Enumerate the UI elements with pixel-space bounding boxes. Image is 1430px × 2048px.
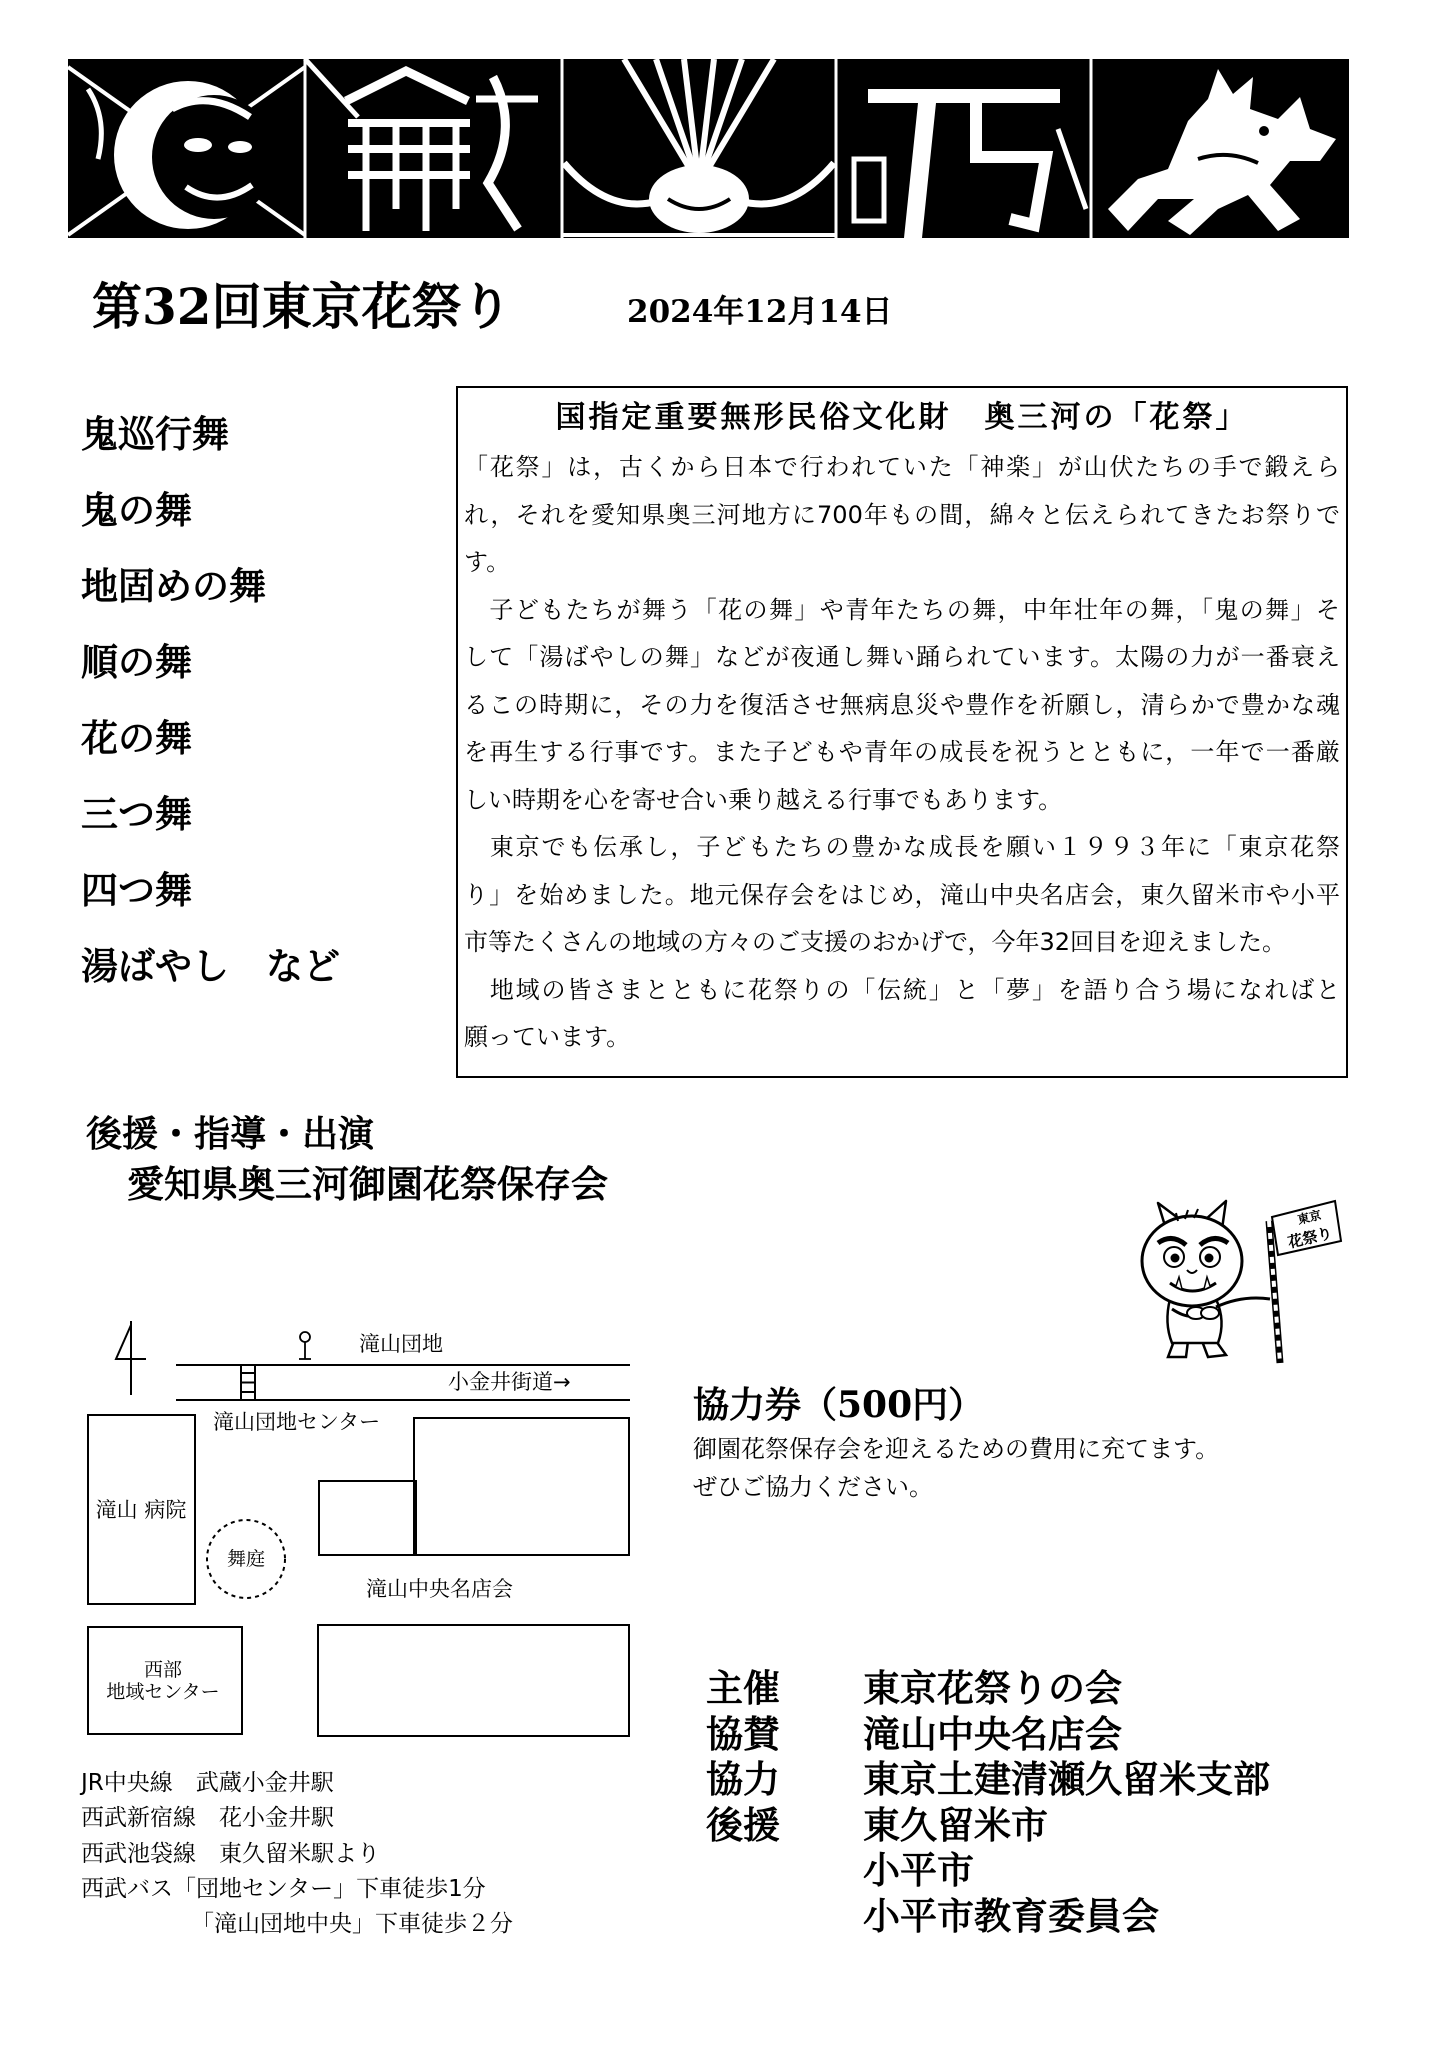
map-label-west-center-1: 西部 bbox=[143, 1659, 183, 1681]
program-list bbox=[81, 396, 340, 1004]
map-label-west-center-2: 地域センター bbox=[106, 1681, 220, 1703]
organizer-role: 協力 bbox=[706, 1757, 780, 1801]
intro-text bbox=[464, 444, 1340, 1062]
intro-line: 願っています。 bbox=[464, 1023, 631, 1051]
map-label-hospital: 滝山 病院 bbox=[95, 1498, 187, 1522]
shopping-center-buildings bbox=[319, 1418, 629, 1555]
page-title: 第32回東京花祭り bbox=[92, 277, 512, 336]
organizer-role: 主催 bbox=[706, 1666, 780, 1710]
organizer-role: 協賛 bbox=[706, 1711, 780, 1756]
organizer-role: 後援 bbox=[706, 1802, 780, 1847]
map-label-shopping: 滝山中央名店会 bbox=[366, 1577, 513, 1601]
access-info bbox=[81, 1766, 513, 1942]
organizer-name: 小平市教育委員会 bbox=[863, 1893, 1159, 1938]
intro-line: 子どもたちが舞う「花の舞」や青年たちの舞，中年壮年の舞，「鬼の舞」そ bbox=[464, 595, 1340, 624]
north-arrow-icon bbox=[116, 1321, 146, 1395]
organizer-name: 小平市 bbox=[863, 1848, 974, 1892]
program-item: 三つ舞 bbox=[81, 792, 192, 836]
organizer-name: 東京花祭りの会 bbox=[863, 1666, 1122, 1710]
ticket-note: 御園花祭保存会を迎えるための費用に充てます。 bbox=[693, 1435, 1220, 1463]
organizer-name: 東久留米市 bbox=[863, 1802, 1048, 1847]
organizer-row bbox=[706, 1803, 1270, 1849]
intro-line: り」を始めました。地元保存会をはじめ，滝山中央名店会，東久留米市や小平 bbox=[464, 880, 1340, 909]
organizers-list bbox=[706, 1666, 1270, 1939]
organizer-row bbox=[706, 1848, 1270, 1894]
access-line: 西武バス「団地センター」下車徒歩1分 bbox=[81, 1875, 486, 1902]
organizer-row bbox=[706, 1712, 1270, 1758]
intro-title: 国指定重要無形民俗文化財 奥三河の「花祭」 bbox=[555, 400, 1249, 435]
intro-line: れ，それを愛知県奥三河地方に700年もの間，綿々と伝えられてきたお祭りで bbox=[464, 500, 1340, 529]
support-organization: 愛知県奥三河御園花祭保存会 bbox=[127, 1162, 608, 1206]
flag-text-bottom: 花祭り bbox=[1286, 1223, 1334, 1252]
support-label: 後援・指導・出演 bbox=[86, 1113, 375, 1155]
oni-head bbox=[1142, 1201, 1242, 1306]
access-line: JR中央線 武蔵小金井駅 bbox=[81, 1770, 334, 1796]
organizer-row bbox=[706, 1894, 1270, 1940]
program-item: 鬼巡行舞 bbox=[81, 412, 229, 456]
intro-line: 「花祭」は，古くから日本で行われていた「神楽」が山伏たちの手で鍛えら bbox=[464, 453, 1340, 481]
organizer-row bbox=[706, 1666, 1270, 1712]
program-item: 花の舞 bbox=[81, 716, 192, 760]
program-item: 四つ舞 bbox=[81, 868, 192, 912]
flag-text-top: 東京 bbox=[1296, 1207, 1323, 1227]
access-line: 西武池袋線 東久留米駅より bbox=[81, 1840, 380, 1867]
ticket-note: ぜひご協力ください。 bbox=[693, 1473, 933, 1501]
footbridge-icon bbox=[241, 1365, 255, 1400]
papercut-banner bbox=[68, 59, 1349, 238]
intro-line: 東京でも伝承し，子どもたちの豊かな成長を願い１９９３年に「東京花祭 bbox=[464, 833, 1340, 861]
program-item: 地固めの舞 bbox=[81, 564, 266, 608]
organizer-role bbox=[706, 1848, 863, 1894]
oni-body bbox=[1167, 1298, 1270, 1357]
flag bbox=[1272, 1201, 1341, 1255]
map-label-road: 小金井街道→ bbox=[448, 1370, 571, 1394]
program-item: 鬼の舞 bbox=[81, 488, 192, 532]
map-label-danchi: 滝山団地 bbox=[359, 1332, 443, 1356]
intro-line: 地域の皆さまとともに花祭りの「伝統」と「夢」を語り合う場になればと bbox=[464, 975, 1340, 1004]
map-label-venue: 舞庭 bbox=[226, 1548, 266, 1570]
intro-line: しい時期を心を寄せ合い乗り越える行事でもあります。 bbox=[464, 785, 1063, 814]
ticket-title: 協力券（500円） bbox=[693, 1384, 985, 1426]
organizer-role bbox=[706, 1894, 863, 1940]
bus-stop-icon bbox=[299, 1332, 311, 1359]
event-date: 2024年12月14日 bbox=[627, 294, 893, 330]
unlabeled-building bbox=[318, 1625, 629, 1736]
map-label-danchi-center: 滝山団地センター bbox=[213, 1410, 381, 1434]
intro-line: るこの時期に，その力を復活させ無病息災や豊作を祈願し，清らかで豊かな魂 bbox=[464, 690, 1340, 719]
intro-box bbox=[456, 386, 1348, 1078]
intro-line: 市等たくさんの地域の方々のご支援のおかげで，今年32回目を迎えました。 bbox=[464, 928, 1287, 956]
organizer-name: 滝山中央名店会 bbox=[863, 1711, 1122, 1756]
oni-mascot-icon bbox=[1130, 1195, 1345, 1365]
access-line: 西武新宿線 花小金井駅 bbox=[81, 1805, 334, 1832]
intro-line: して「湯ばやしの舞」などが夜通し舞い踊られています。太陽の力が一番衰え bbox=[464, 643, 1340, 671]
program-item: 順の舞 bbox=[81, 640, 192, 684]
intro-line: す。 bbox=[464, 548, 511, 576]
program-item: 湯ばやし など bbox=[81, 944, 340, 988]
organizer-row bbox=[706, 1757, 1270, 1803]
access-line: 「滝山団地中央」下車徒歩２分 bbox=[191, 1911, 513, 1938]
intro-line: を再生する行事です。また子どもや青年の成長を祝うとともに，一年で一番厳 bbox=[464, 738, 1340, 766]
access-map bbox=[80, 1315, 640, 1745]
organizer-name: 東京土建清瀬久留米支部 bbox=[863, 1757, 1270, 1801]
